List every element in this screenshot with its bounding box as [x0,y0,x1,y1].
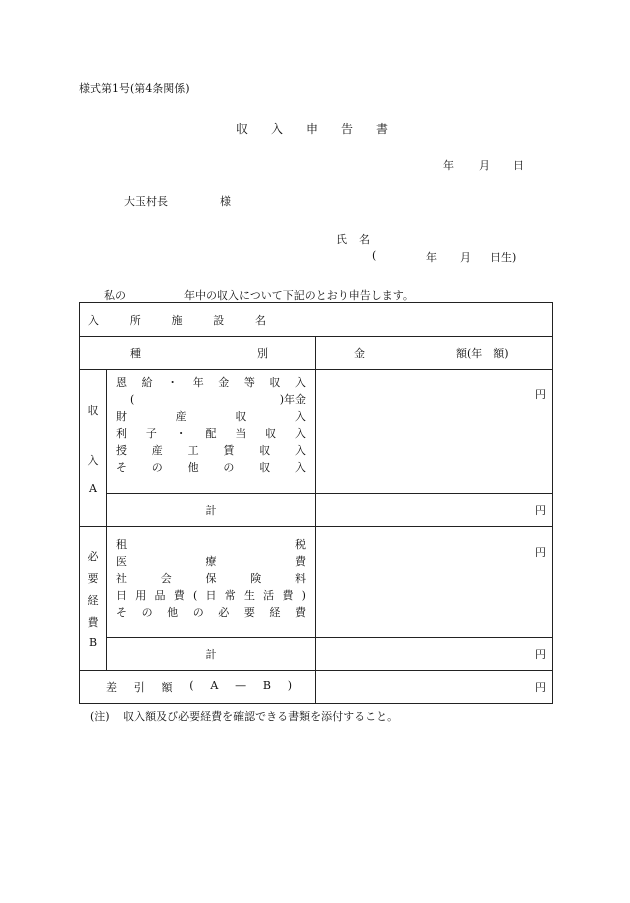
income-total-row [80,494,553,527]
income-declaration-table [79,302,553,704]
income-item-other-pension: ( )年金 [130,393,306,406]
facility-label: 入 所 施 設 名 [88,313,266,327]
facility-cell[interactable] [80,303,553,337]
expense-total-label: 計 [107,638,316,671]
addressee-honorific: 様 [220,195,231,208]
income-item-wages: 授 産 工 賃 収 入 [116,444,306,457]
income-item-pension: 恩 給 ・ 年 金 等 収 入 [116,376,306,389]
birth-year-label: 年 [426,251,437,264]
note-text: 収入額及び必要経費を確認できる書類を添付すること。 [123,710,399,723]
title-char: 告 [340,122,353,136]
year-label: 年 [443,159,454,172]
expense-item-daily-goods: 日 用 品 費 ( 日 常 生 活 費 ) [116,589,306,602]
expense-item-medical: 医 療 費 [116,555,306,568]
month-label: 月 [479,159,490,172]
difference-label: 差 引 額 ( A — B ) [80,671,316,704]
note [90,708,398,724]
facility-row [80,303,553,337]
declaration-prefix: 私の [104,289,126,302]
expense-label: 必 要 経 費 B [80,527,107,671]
day-label: 日 [513,159,524,172]
expense-item-other: そ の 他 の 必 要 経 費 [116,606,306,619]
income-item-property: 財 産 収 入 [116,410,306,423]
type-header: 種 別 [80,337,316,370]
amount-header: 金 額(年 額) [316,337,553,370]
expense-amount-cell[interactable]: 円 [316,527,553,638]
document-title [236,120,388,137]
title-char: 申 [305,122,318,136]
income-label: 収 入 A [80,370,107,527]
birthdate-open-paren: ( [372,249,377,262]
income-item-other: そ の 他 の 収 入 [116,461,306,474]
income-item-interest: 利 子 ・ 配 当 収 入 [116,427,306,440]
birth-month-label: 月 [460,251,471,264]
expense-items [107,527,316,638]
difference-row [80,671,553,704]
note-label: (注) [90,710,110,723]
title-char: 収 [236,122,249,136]
title-char: 入 [270,122,283,136]
income-items-row [80,370,553,494]
expense-total-amount[interactable]: 円 [316,638,553,671]
income-amount-cell[interactable]: 円 [316,370,553,494]
income-items [107,370,316,494]
form-number: 様式第1号(第4条関係) [79,82,190,95]
income-total-label: 計 [107,494,316,527]
title-char: 書 [375,122,388,136]
addressee-name: 大玉村長 [124,195,168,208]
expense-item-tax: 租 税 [116,538,306,551]
header-row [80,337,553,370]
expense-items-row [80,527,553,638]
difference-amount[interactable]: 円 [316,671,553,704]
birth-day-label: 日生) [490,251,517,264]
income-total-amount[interactable]: 円 [316,494,553,527]
applicant-name-label: 氏 名 [336,233,370,246]
expense-item-insurance: 社 会 保 険 料 [116,572,306,585]
declaration-text: 年中の収入について下記のとおり申告します。 [184,289,414,302]
expense-total-row [80,638,553,671]
